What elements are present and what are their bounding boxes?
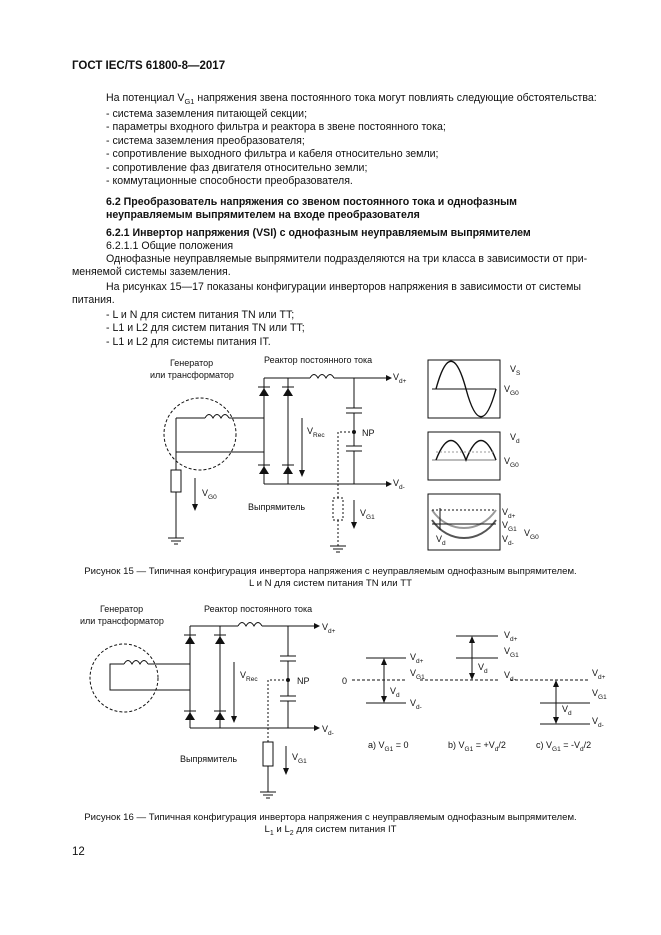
waveform-vs-label: $V_S$ — [510, 364, 521, 377]
list-item: - L и N для систем питания TN или TT; — [106, 309, 295, 321]
fig15-np-label: NP — [362, 428, 375, 438]
fig16-generator-label-2: или трансформатор — [80, 616, 164, 626]
factor-list — [106, 108, 446, 188]
list-item: - система заземления питающей секции; — [106, 108, 308, 120]
fig16-zero-label: 0 — [342, 676, 348, 686]
level-a-vd-minus: $V_{d-}$ — [410, 698, 422, 711]
fig16-vg1-label: $V_{G1}$ — [292, 752, 307, 765]
generator-winding-icon — [124, 661, 148, 665]
dc-reactor-icon — [310, 375, 334, 379]
supply-list — [106, 309, 305, 349]
fig15-rectifier-label: Выпрямитель — [248, 502, 306, 512]
list-item: - L1 и L2 для систем питания TN или TT; — [106, 322, 305, 335]
heading-line: 6.2 Преобразователь напряжения со звеном постоянного тока и однофазным — [106, 196, 518, 208]
paragraph-line: На рисунках 15—17 показаны конфигурации инверторов напряжения в зависимости от системы — [106, 281, 582, 293]
case-c-label: c) $V_{G1} = -V_d/2$ — [536, 740, 592, 753]
fig16-vd-plus-label: $V_{d+}$ — [322, 622, 336, 635]
case-a-label: a) $V_{G1} = 0$ — [368, 740, 409, 753]
fig16-np-label: NP — [297, 676, 310, 686]
document-header: ГОСТ IEC/TS 61800-8—2017 — [72, 60, 226, 72]
waveform-vg0-label-3: $V_{G0}$ — [524, 528, 539, 541]
case-b-label: b) $V_{G1} = +V_d/2$ — [448, 740, 506, 753]
fig15-vg0-label: $V_{G0}$ — [202, 488, 217, 501]
intro-text-tail: напряжения звена постоянного тока могут повлиять следующие обстоятельства: — [194, 92, 597, 104]
paragraph-figures — [72, 281, 582, 308]
waveform-vd-label: $V_d$ — [510, 432, 520, 445]
np-node — [286, 678, 290, 682]
figure-16-diagram — [0, 598, 661, 803]
waveform-vd-plus-label: $V_{d+}$ — [502, 507, 516, 520]
list-item: - сопротивление выходного фильтра и кабеля относительно земли; — [106, 148, 439, 161]
list-item: - L1 и L2 для системы питания IT. — [106, 335, 271, 348]
waveform-vd-label-2: $V_d$ — [436, 534, 446, 547]
list-item: - сопротивление фаз двигателя относительно земли; — [106, 161, 368, 174]
page-number: 12 — [72, 846, 85, 858]
section-heading-6-2 — [106, 196, 517, 223]
level-b-vd-plus: $V_{d+}$ — [504, 630, 518, 643]
fig15-vd-minus-label: $V_{d-}$ — [393, 478, 405, 491]
figure-16-caption — [0, 812, 661, 840]
level-a-vd: $V_d$ — [390, 686, 400, 699]
paragraph-line: Однофазные неуправляемые выпрямители подразделяются на три класса в зависимости от при- — [106, 253, 588, 265]
section-heading-6-2-1: 6.2.1 Инвертор напряжения (VSI) с однофазным неуправляемым выпрямителем — [106, 227, 531, 239]
fig15-vg1-label: $V_{G1}$ — [360, 508, 375, 521]
waveform-vg1-label: $V_{G1}$ — [502, 520, 517, 533]
level-c-vg1: $V_{G1}$ — [592, 688, 607, 701]
dc-reactor-icon — [238, 623, 262, 627]
generator-circle — [164, 398, 236, 470]
fig15-generator-label: Генератор — [170, 358, 214, 368]
fig16-generator-label: Генератор — [100, 604, 144, 614]
list-item: - система заземления преобразователя; — [106, 134, 305, 147]
fig15-generator-label-2: или трансформатор — [150, 370, 234, 380]
waveform-vd-minus-label: $V_{d-}$ — [502, 534, 514, 547]
caption-line: L и N для систем питания TN или TT — [248, 578, 412, 589]
level-b-vg1: $V_{G1}$ — [504, 646, 519, 659]
level-c-vd: $V_d$ — [562, 704, 572, 717]
level-c-vd-plus: $V_{d+}$ — [592, 668, 606, 681]
paragraph-line: меняемой системы заземления. — [72, 266, 231, 279]
caption-line: $L_1$ и $L_2$ для систем питания IT — [264, 824, 397, 837]
fig16-vd-minus-label: $V_{d-}$ — [322, 724, 334, 737]
level-a-vd-plus: $V_{d+}$ — [410, 652, 424, 665]
waveform-vg0-label: $V_{G0}$ — [504, 384, 519, 397]
generator-circle — [90, 644, 158, 712]
fig15-vrec-label: $V_{Rec}$ — [307, 426, 325, 439]
level-b-vd: $V_d$ — [478, 662, 488, 675]
np-node — [352, 430, 356, 434]
level-a-vg1: $V_{G1}$ — [410, 668, 425, 681]
figure-15-caption — [0, 566, 661, 590]
fig15-reactor-label: Реактор постоянного тока — [264, 355, 373, 365]
level-b-vd-minus: $V_{d-}$ — [504, 670, 516, 683]
caption-line: Рисунок 15 — Типичная конфигурация инвертора напряжения с неуправляемым однофазным выпрямителем. — [84, 566, 577, 577]
caption-line: Рисунок 16 — Типичная конфигурация инвертора напряжения с неуправляемым однофазным выпрямителем. — [84, 812, 577, 823]
paragraph-rectifier-classes — [72, 253, 588, 280]
fig16-vrec-label: $V_{Rec}$ — [240, 670, 258, 683]
intro-subscript: G1 — [184, 97, 195, 107]
heading-line: неуправляемым выпрямителем на входе преобразователя — [106, 209, 420, 222]
list-item: - параметры входного фильтра и реактора в звене постоянного тока; — [106, 121, 446, 134]
level-c-vd-minus: $V_{d-}$ — [592, 716, 604, 729]
list-item: - коммутационные способности преобразователя. — [106, 175, 353, 188]
generator-winding-icon — [205, 415, 229, 419]
fig16-rectifier-label: Выпрямитель — [180, 754, 238, 764]
fig16-reactor-label: Реактор постоянного тока — [204, 604, 313, 614]
paragraph-line: питания. — [72, 294, 115, 307]
figure-15-diagram — [0, 348, 661, 558]
intro-paragraph — [106, 92, 597, 109]
fig15-vd-plus-label: $V_{d+}$ — [393, 372, 407, 385]
waveform-vg0-label-2: $V_{G0}$ — [504, 456, 519, 469]
section-heading-6-2-1-1: 6.2.1.1 Общие положения — [106, 240, 234, 252]
intro-text: На потенциал V — [106, 92, 185, 104]
